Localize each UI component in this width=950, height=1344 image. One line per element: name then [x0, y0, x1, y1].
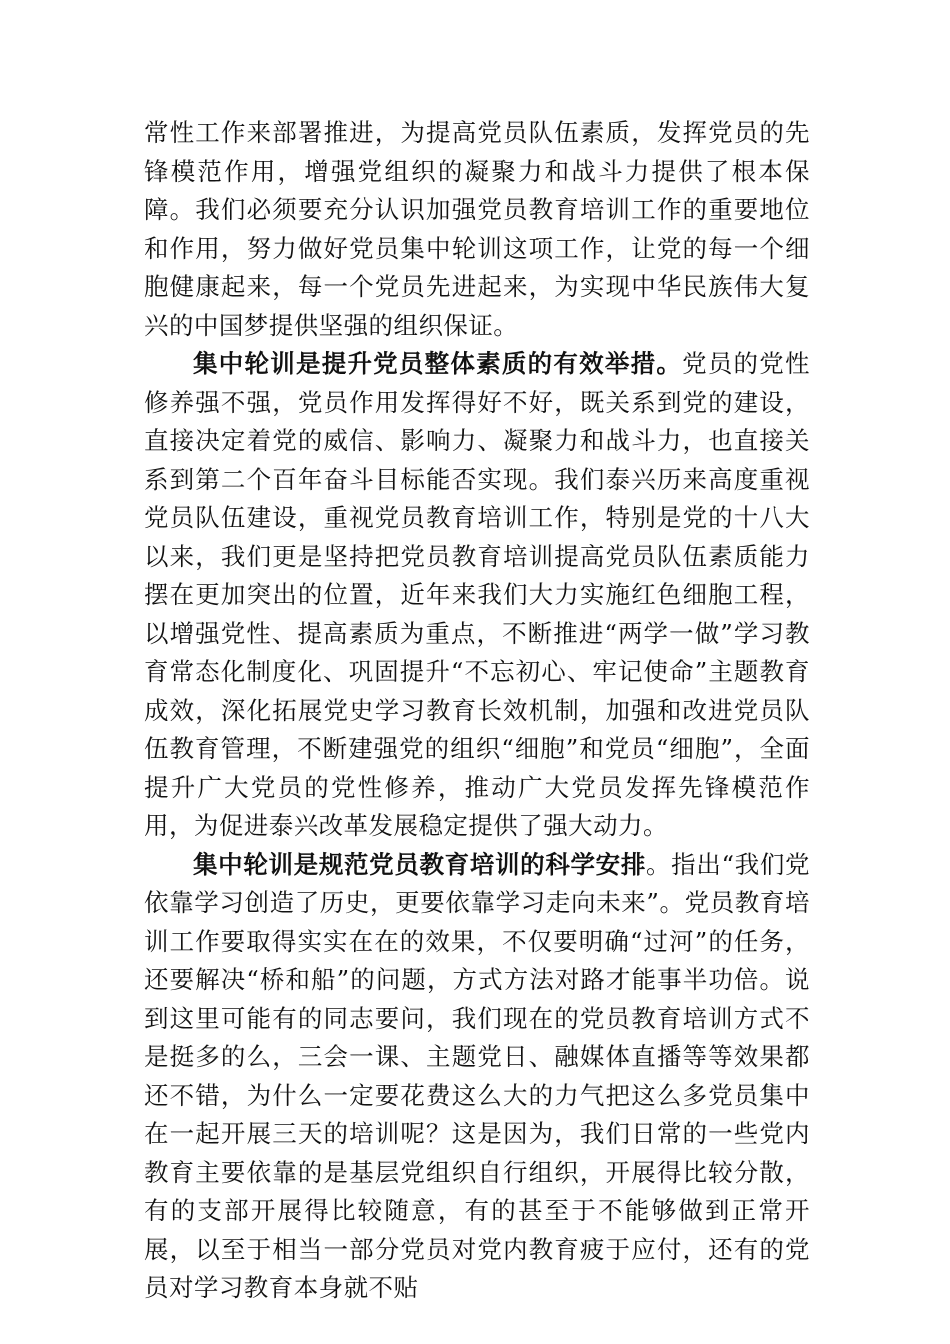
- paragraph-1-text: 常性工作来部署推进，为提高党员队伍素质，发挥党员的先锋模范作用，增强党组织的凝聚力和战斗力提供了根本保障。我们必须要充分认识加强党员教育培训工作的重要地位和作用，努力做好党员集中轮训这项工作，让党的每一个细胞健康起来，每一个党员先进起来，为实现中华民族伟大复兴的中国梦提供坚强的组织保证。: [144, 118, 810, 340]
- paragraph-continuation: [144, 114, 810, 345]
- paragraph-overall-quality: [144, 345, 810, 846]
- paragraph-3-heading: 集中轮训是规范党员教育培训的科学安排: [193, 849, 647, 879]
- paragraph-2-heading: 集中轮训是提升党员整体素质的有效举措。: [193, 349, 683, 378]
- document-page: [144, 114, 810, 1308]
- paragraph-scientific-arrangement: [144, 846, 810, 1308]
- paragraph-2-text: 党员的党性修养强不强，党员作用发挥得好不好，既关系到党的建设，直接决定着党的威信、影响力、凝聚力和战斗力，也直接关系到第二个百年奋斗目标能否实现。我们泰兴历来高度重视党员队伍建设，重视党员教育培训工作，特别是党的十八大以来，我们更是坚持把党员教育培训提高党员队伍素质能力摆在更加突出的位置，近年来我们大力实施红色细胞工程，以增强党性、提高素质为重点，不断推进“两学一做”学习教育常态化制度化、巩固提升“不忘初心、牢记使命”主题教育成效，深化拓展党史学习教育长效机制，加强和改进党员队伍教育管理，不断建强党的组织“细胞”和党员“细胞”，全面提升广大党员的党性修养，推动广大党员发挥先锋模范作用，为促进泰兴改革发展稳定提供了强大动力。: [144, 349, 810, 840]
- paragraph-3-text: 。指出“我们党依靠学习创造了历史，更要依靠学习走向未来”。党员教育培训工作要取得实实在在的效果，不仅要明确“过河”的任务，还要解决“桥和船”的问题，方式方法对路才能事半功倍。说到这里可能有的同志要问，我们现在的党员教育培训方式不是挺多的么，三会一课、主题党日、融媒体直播等等效果都还不错，为什么一定要花费这么大的力气把这么多党员集中在一起开展三天的培训呢？这是因为，我们日常的一些党内教育主要依靠的是基层党组织自行组织，开展得比较分散，有的支部开展得比较随意，有的甚至于不能够做到正常开展，以至于相当一部分党员对党内教育疲于应付，还有的党员对学习教育本身就不贴: [144, 849, 810, 1302]
